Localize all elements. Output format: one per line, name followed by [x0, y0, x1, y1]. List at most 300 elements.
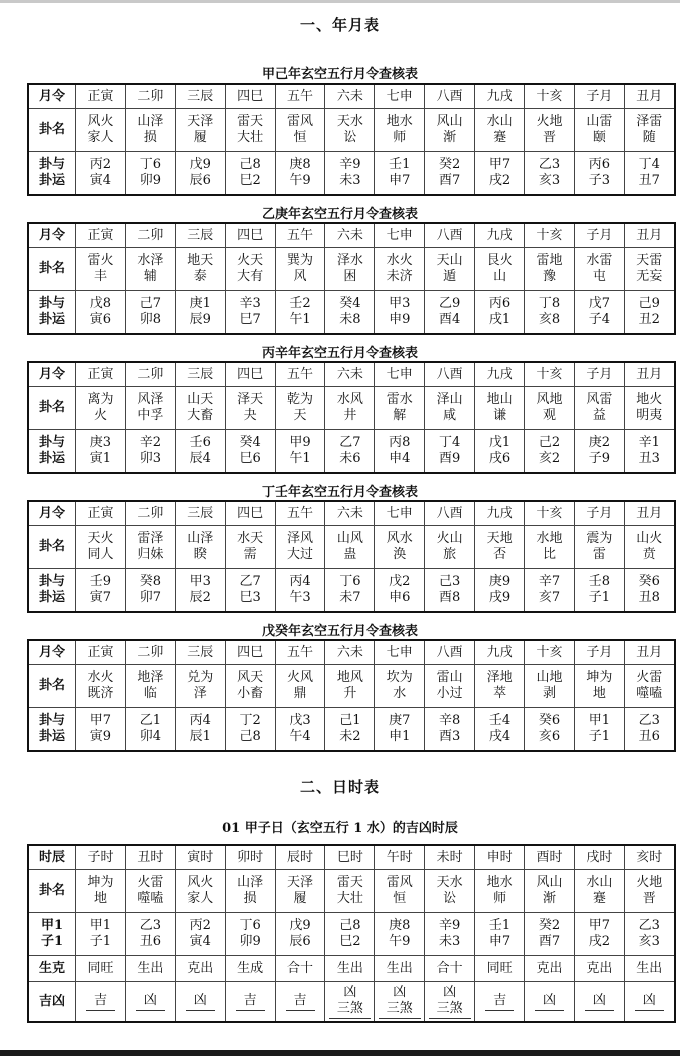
gua-yun-bottom: 巳3 [239, 590, 261, 605]
hexagram-line-2: 未济 [386, 269, 413, 284]
gua-yun-bottom: 未2 [339, 729, 361, 744]
hexagram-cell [225, 248, 275, 291]
hexagram-line-2: 贲 [642, 547, 656, 562]
hexagram-line-2: 履 [293, 891, 307, 906]
hour-hexagram-cell [225, 870, 275, 913]
hexagram-line-2: 晋 [542, 130, 556, 145]
hexagram-cell [624, 248, 674, 291]
hexagram-cell [325, 526, 375, 569]
month-header-cell: 七申 [375, 84, 425, 109]
hexagram-cell [175, 248, 225, 291]
hexagram-line-2: 谦 [493, 408, 507, 423]
hexagram-cell [225, 665, 275, 708]
shengke-cell: 合十 [275, 956, 325, 982]
month-header-cell: 六未 [325, 362, 375, 387]
hexagram-cell [475, 665, 525, 708]
hour-header-cell: 午时 [375, 845, 425, 870]
shengke-cell: 同旺 [76, 956, 126, 982]
jixiong-cell [125, 982, 175, 1023]
hexagram-line-2: 解 [393, 408, 407, 423]
month-header-cell: 丑月 [624, 501, 674, 526]
gua-yun-cell [375, 708, 425, 752]
hexagram-line-1: 风雷 [586, 392, 613, 407]
gua-yun-cell [275, 708, 325, 752]
jixiong-sansha: 三煞 [336, 1000, 363, 1016]
hexagram-cell [76, 387, 126, 430]
hexagram-line-2: 临 [143, 686, 157, 701]
gua-yun-top: 己9 [638, 296, 660, 311]
hexagram-row [28, 248, 675, 291]
month-header-cell: 七申 [375, 362, 425, 387]
gua-yun-bottom: 酉9 [439, 451, 461, 466]
hexagram-line-2: 家人 [87, 130, 114, 145]
gua-yun-label-top: 卦与 [38, 713, 65, 728]
hexagram-line-1: 地泽 [137, 670, 164, 685]
hexagram-line-1: 山泽 [187, 531, 214, 546]
month-table-caption: 甲己年玄空五行月令查核表 [261, 67, 418, 82]
gua-yun-bottom: 子1 [588, 590, 610, 605]
shengke-cell: 生成 [225, 956, 275, 982]
month-header-cell: 六未 [325, 223, 375, 248]
hexagram-line-1: 风水 [386, 531, 413, 546]
hexagram-line-2: 旅 [443, 547, 457, 562]
gua-yun-top: 庚3 [89, 435, 112, 450]
hexagram-line-2: 同人 [87, 547, 114, 562]
gua-yun-cell [425, 152, 475, 196]
hexagram-line-2: 无妄 [636, 269, 663, 284]
month-header-row [28, 84, 675, 109]
hexagram-cell [275, 387, 325, 430]
gua-yun-top: 辛2 [139, 435, 161, 450]
gua-yun-label-bottom: 卦运 [38, 451, 65, 466]
hexagram-line-1: 坎为 [386, 670, 413, 685]
jixiong-cell [225, 982, 275, 1023]
gua-yun-top: 甲3 [189, 574, 211, 589]
hexagram-line-1: 风山 [436, 114, 463, 129]
gua-yun-bottom: 己8 [239, 729, 261, 744]
hexagram-line-2: 咸 [443, 408, 457, 423]
hour-hexagram-cell [175, 870, 225, 913]
hexagram-line-1: 火雷 [137, 875, 164, 890]
hexagram-line-1: 水泽 [137, 253, 164, 268]
gua-yun-cell [525, 708, 575, 752]
gua-yun-row [28, 708, 675, 752]
gua-yun-bottom: 辰2 [189, 590, 211, 605]
jixiong-cell [574, 982, 624, 1023]
gua-yun-row-label [28, 569, 76, 613]
hexagram-cell [525, 109, 575, 152]
gua-yun-cell [624, 569, 674, 613]
hexagram-line-1: 风山 [536, 875, 563, 890]
hexagram-line-1: 山地 [536, 670, 563, 685]
jixiong-value [236, 993, 265, 1011]
month-header-cell: 七申 [375, 640, 425, 665]
hexagram-line-1: 天地 [486, 531, 513, 546]
hexagram-line-1: 水风 [336, 392, 363, 407]
hexagram-line-2: 家人 [187, 891, 214, 906]
gua-yun-cell [624, 430, 674, 474]
gua-yun-bottom: 丑3 [638, 451, 660, 466]
gua-yun-top: 甲3 [389, 296, 411, 311]
hexagram-line-2: 讼 [443, 891, 457, 906]
gua-yun-top: 辛7 [538, 574, 561, 589]
jixiong-verdict: 凶 [343, 984, 357, 1000]
hexagram-cell [624, 526, 674, 569]
month-header-cell: 四巳 [225, 501, 275, 526]
gua-yun-cell [624, 291, 674, 335]
gua-yun-cell [475, 569, 525, 613]
shengke-row-label: 生克 [28, 956, 76, 982]
gua-yun-top: 丙4 [189, 713, 211, 728]
gua-yun-top: 乙3 [638, 713, 660, 728]
jixiong-value [329, 985, 371, 1019]
month-header-cell: 二卯 [125, 362, 175, 387]
hexagram-cell [125, 665, 175, 708]
hexagram-cell [624, 665, 674, 708]
hexagram-line-2: 晋 [642, 891, 656, 906]
jixiong-verdict: 凶 [143, 992, 157, 1008]
month-header-cell: 正寅 [76, 640, 126, 665]
month-header-cell: 九戌 [475, 640, 525, 665]
month-table-caption: 丁壬年玄空五行月令查核表 [261, 485, 418, 500]
hexagram-line-2: 恒 [393, 891, 407, 906]
gua-yun-cell [275, 291, 325, 335]
hexagram-line-1: 地风 [336, 670, 363, 685]
hexagram-line-1: 山泽 [137, 114, 164, 129]
hexagram-line-1: 地天 [187, 253, 214, 268]
gua-yun-top: 壬6 [189, 435, 211, 450]
gua-yun-label-top: 卦与 [38, 574, 65, 589]
hexagram-line-2: 恒 [293, 130, 307, 145]
hour-gua-yun-cell [76, 913, 126, 956]
month-header-cell: 子月 [574, 640, 624, 665]
jixiong-cell [275, 982, 325, 1023]
gua-yun-label-bottom: 卦运 [38, 590, 65, 605]
hexagram-line-1: 山雷 [586, 114, 613, 129]
gua-yun-bottom: 戌4 [488, 729, 511, 744]
hexagram-line-1: 雷风 [386, 875, 413, 890]
hexagram-line-2: 升 [343, 686, 357, 701]
hexagram-line-2: 地 [93, 891, 107, 906]
hexagram-line-2: 中孚 [137, 408, 164, 423]
gua-yun-bottom: 午1 [289, 451, 311, 466]
gua-yun-cell [125, 430, 175, 474]
hour-gua-yun-cell [225, 913, 275, 956]
hexagram-line-2: 涣 [393, 547, 407, 562]
gua-yun-row [28, 569, 675, 613]
gua-yun-top: 癸8 [139, 574, 161, 589]
gua-yun-bottom: 子1 [89, 934, 112, 949]
hexagram-line-2: 睽 [193, 547, 207, 562]
month-header-cell: 三辰 [175, 640, 225, 665]
gua-yun-top: 戊7 [588, 296, 610, 311]
hexagram-cell [425, 248, 475, 291]
gua-yun-cell [574, 708, 624, 752]
gua-yun-bottom: 戌2 [488, 173, 511, 188]
hexagram-cell [475, 387, 525, 430]
hexagram-line-2: 剥 [542, 686, 556, 701]
month-row-label: 月令 [28, 362, 76, 387]
hour-hexagram-label: 卦名 [28, 870, 76, 913]
day-hour-table [27, 844, 676, 1023]
gua-yun-bottom: 寅4 [89, 173, 112, 188]
shengke-cell: 克出 [525, 956, 575, 982]
hexagram-line-2: 豫 [542, 269, 556, 284]
section-title-year-month: 一、年月表 [299, 16, 380, 34]
gua-yun-top: 庚7 [389, 713, 411, 728]
hexagram-cell [175, 665, 225, 708]
hexagram-line-1: 巽为 [287, 253, 314, 268]
hexagram-line-1: 山天 [187, 392, 214, 407]
hour-gua-yun-cell [125, 913, 175, 956]
hexagram-line-1: 地水 [386, 114, 413, 129]
hour-hexagram-row [28, 870, 675, 913]
shengke-cell: 生出 [325, 956, 375, 982]
month-row-label: 月令 [28, 501, 76, 526]
gua-yun-bottom: 亥2 [538, 451, 561, 466]
hour-gua-yun-cell [425, 913, 475, 956]
gua-yun-row-label [28, 708, 76, 752]
hexagram-cell [375, 109, 425, 152]
hexagram-cell [275, 665, 325, 708]
month-table-caption: 丙辛年玄空五行月令查核表 [261, 346, 418, 361]
hour-hexagram-cell [375, 870, 425, 913]
gua-yun-cell [125, 569, 175, 613]
gua-yun-bottom: 亥7 [538, 590, 561, 605]
hexagram-cell [125, 387, 175, 430]
hour-gua-yun-row [28, 913, 675, 956]
hexagram-line-1: 水火 [87, 670, 114, 685]
hexagram-line-2: 蹇 [493, 130, 507, 145]
jixiong-sansha: 三煞 [436, 1000, 463, 1016]
gua-yun-top: 己8 [239, 157, 261, 172]
hexagram-line-1: 天水 [336, 114, 363, 129]
hexagram-cell [125, 248, 175, 291]
jixiong-verdict: 吉 [243, 992, 257, 1008]
gua-yun-cell [525, 291, 575, 335]
gua-yun-cell [425, 430, 475, 474]
page-top-edge [0, 0, 680, 3]
gua-yun-row [28, 152, 675, 196]
gua-yun-bottom: 未6 [339, 451, 361, 466]
gua-yun-top: 甲7 [488, 157, 511, 172]
month-table [27, 361, 676, 474]
hexagram-line-1: 泽天 [237, 392, 264, 407]
gua-yun-bottom: 亥3 [638, 934, 660, 949]
hexagram-row [28, 526, 675, 569]
hexagram-cell [624, 387, 674, 430]
hexagram-cell [275, 248, 325, 291]
gua-yun-bottom: 巳7 [239, 312, 261, 327]
jixiong-sansha: 三煞 [386, 1000, 413, 1016]
hexagram-line-2: 师 [493, 891, 507, 906]
hexagram-line-1: 天雷 [636, 253, 663, 268]
gua-yun-top: 乙7 [339, 435, 361, 450]
gua-yun-bottom: 寅9 [89, 729, 112, 744]
month-header-cell: 正寅 [76, 501, 126, 526]
month-header-cell: 子月 [574, 362, 624, 387]
hexagram-row-label: 卦名 [28, 109, 76, 152]
gua-yun-bottom: 戌2 [588, 934, 610, 949]
jixiong-verdict: 凶 [642, 992, 656, 1008]
hexagram-line-1: 雷天 [336, 875, 363, 890]
gua-yun-top: 乙9 [439, 296, 461, 311]
gua-yun-cell [275, 430, 325, 474]
hour-hexagram-cell [525, 870, 575, 913]
hexagram-line-1: 水地 [536, 531, 563, 546]
month-header-cell: 二卯 [125, 223, 175, 248]
month-header-cell: 子月 [574, 84, 624, 109]
hexagram-line-1: 水山 [486, 114, 513, 129]
gua-yun-top: 甲7 [89, 713, 112, 728]
hexagram-cell [325, 665, 375, 708]
jixiong-verdict: 凶 [592, 992, 606, 1008]
hexagram-cell [325, 387, 375, 430]
gua-yun-top: 辛9 [439, 918, 461, 933]
month-header-row [28, 501, 675, 526]
hexagram-cell [76, 526, 126, 569]
month-header-cell: 八酉 [425, 223, 475, 248]
hexagram-cell [275, 526, 325, 569]
jixiong-cell [76, 982, 126, 1023]
hexagram-line-1: 天泽 [187, 114, 214, 129]
hexagram-line-1: 火风 [287, 670, 314, 685]
month-header-cell: 九戌 [475, 501, 525, 526]
hexagram-cell [175, 109, 225, 152]
gua-yun-cell [175, 152, 225, 196]
jixiong-verdict: 吉 [293, 992, 307, 1008]
month-header-cell: 六未 [325, 84, 375, 109]
hexagram-line-1: 地火 [636, 392, 663, 407]
hexagram-cell [525, 248, 575, 291]
gua-yun-cell [175, 569, 225, 613]
month-header-cell: 八酉 [425, 640, 475, 665]
gua-yun-bottom: 寅6 [89, 312, 112, 327]
hexagram-line-1: 风泽 [137, 392, 164, 407]
gua-yun-top: 丙2 [189, 918, 211, 933]
month-header-cell: 二卯 [125, 640, 175, 665]
hour-hexagram-cell [574, 870, 624, 913]
jixiong-value [535, 993, 564, 1011]
day-gua-yun-bottom: 子1 [40, 934, 64, 949]
hexagram-cell [375, 248, 425, 291]
shengke-cell: 克出 [574, 956, 624, 982]
hexagram-cell [325, 248, 375, 291]
hexagram-cell [574, 387, 624, 430]
gua-yun-cell [225, 291, 275, 335]
jixiong-cell [624, 982, 674, 1023]
shengke-cell: 生出 [375, 956, 425, 982]
gua-yun-bottom: 子4 [588, 312, 610, 327]
month-header-cell: 丑月 [624, 640, 674, 665]
gua-yun-bottom: 酉3 [439, 729, 461, 744]
hexagram-cell [125, 109, 175, 152]
hexagram-row-label: 卦名 [28, 665, 76, 708]
gua-yun-cell [475, 152, 525, 196]
month-header-cell: 子月 [574, 501, 624, 526]
gua-yun-cell [525, 569, 575, 613]
gua-yun-top: 丁4 [439, 435, 461, 450]
hexagram-row [28, 665, 675, 708]
gua-yun-top: 乙3 [638, 918, 660, 933]
hour-header-cell: 子时 [76, 845, 126, 870]
hexagram-cell [425, 665, 475, 708]
gua-yun-bottom: 辰4 [189, 451, 211, 466]
hour-gua-yun-cell [325, 913, 375, 956]
gua-yun-cell [175, 291, 225, 335]
hexagram-line-2: 否 [493, 547, 507, 562]
hour-hexagram-cell [275, 870, 325, 913]
jixiong-value [379, 985, 421, 1019]
gua-yun-cell [375, 291, 425, 335]
jixiong-row-label: 吉凶 [28, 982, 76, 1023]
gua-yun-cell [76, 291, 126, 335]
jixiong-verdict: 凶 [193, 992, 207, 1008]
hexagram-line-2: 雷 [592, 547, 606, 562]
gua-yun-bottom: 卯3 [139, 451, 161, 466]
hexagram-line-2: 明夷 [636, 408, 663, 423]
jixiong-verdict: 吉 [493, 992, 507, 1008]
month-header-cell: 七申 [375, 223, 425, 248]
hexagram-line-2: 大有 [237, 269, 264, 284]
gua-yun-top: 戊9 [189, 157, 211, 172]
hexagram-cell [175, 526, 225, 569]
gua-yun-top: 丁8 [538, 296, 561, 311]
month-header-cell: 八酉 [425, 84, 475, 109]
hexagram-line-2: 师 [393, 130, 407, 145]
gua-yun-bottom: 亥3 [538, 173, 561, 188]
gua-yun-top: 戊2 [389, 574, 411, 589]
hexagram-line-2: 水 [393, 686, 407, 701]
gua-yun-top: 壬4 [488, 713, 511, 728]
hexagram-line-1: 泽水 [336, 253, 363, 268]
hexagram-cell [574, 665, 624, 708]
hour-hexagram-cell [325, 870, 375, 913]
hexagram-line-2: 大过 [287, 547, 314, 562]
hexagram-cell [225, 109, 275, 152]
gua-yun-cell [125, 291, 175, 335]
hexagram-line-1: 泽山 [436, 392, 463, 407]
gua-yun-bottom: 丑7 [638, 173, 660, 188]
jixiong-cell [175, 982, 225, 1023]
gua-yun-label-top: 卦与 [38, 296, 65, 311]
hexagram-line-1: 火雷 [636, 670, 663, 685]
hexagram-row-label: 卦名 [28, 526, 76, 569]
jixiong-value [635, 993, 664, 1011]
gua-yun-top: 己8 [339, 918, 361, 933]
month-header-cell: 四巳 [225, 362, 275, 387]
hexagram-line-1: 雷山 [436, 670, 463, 685]
hour-header-cell: 戌时 [574, 845, 624, 870]
gua-yun-cell [225, 152, 275, 196]
gua-yun-top: 庚8 [289, 157, 311, 172]
gua-yun-row-label [28, 152, 76, 196]
gua-yun-bottom: 巳6 [239, 451, 261, 466]
gua-yun-cell [475, 708, 525, 752]
month-header-cell: 三辰 [175, 362, 225, 387]
gua-yun-top: 癸6 [638, 574, 660, 589]
gua-yun-top: 甲1 [588, 713, 610, 728]
hexagram-line-1: 风火 [187, 875, 214, 890]
gua-yun-top: 丁6 [239, 918, 261, 933]
month-header-cell: 二卯 [125, 501, 175, 526]
month-header-cell: 九戌 [475, 362, 525, 387]
hexagram-line-2: 讼 [343, 130, 357, 145]
month-header-row [28, 640, 675, 665]
hexagram-cell [425, 387, 475, 430]
hexagram-cell [76, 109, 126, 152]
hexagram-cell [375, 387, 425, 430]
